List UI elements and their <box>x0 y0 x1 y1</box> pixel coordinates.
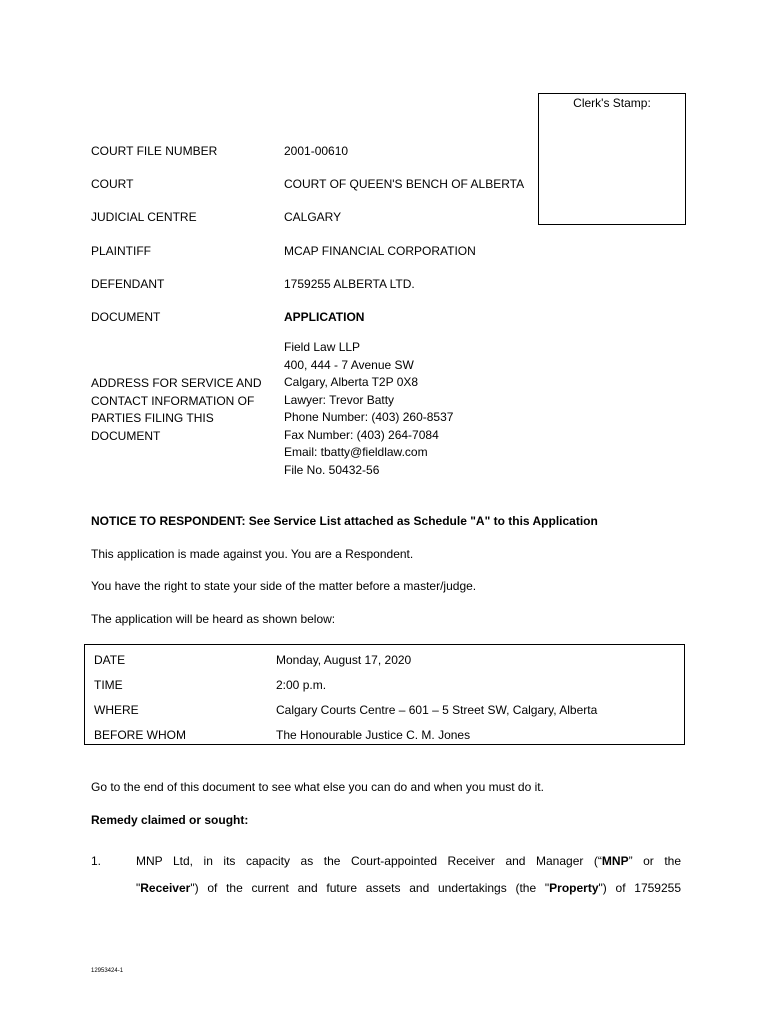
item-bold-receiver: Receiver <box>140 881 191 895</box>
item-number: 1. <box>91 854 102 868</box>
fax-number: Fax Number: (403) 264-7084 <box>284 427 439 442</box>
item-bold-property: Property <box>549 881 599 895</box>
street-address: 400, 444 - 7 Avenue SW <box>284 357 414 372</box>
notice-line-3: The application will be heard as shown below: <box>91 612 336 626</box>
address-for-service-value <box>284 339 453 479</box>
address-label-line: PARTIES FILING THIS <box>91 411 214 425</box>
plaintiff-value: MCAP FINANCIAL CORPORATION <box>284 244 476 258</box>
notice-line-2: You have the right to state your side of the matter before a master/judge. <box>91 579 477 593</box>
plaintiff-label: PLAINTIFF <box>91 244 152 258</box>
remedy-heading: Remedy claimed or sought: <box>91 813 249 827</box>
item-text: ” or the <box>628 854 682 868</box>
item-bold-mnp: MNP <box>601 854 629 868</box>
item-1-line-1 <box>136 848 681 875</box>
phone-number: Phone Number: (403) 260-8537 <box>284 410 454 424</box>
hearing-value: The Honourable Justice C. M. Jones <box>276 728 471 742</box>
hearing-value: 2:00 p.m. <box>276 678 327 692</box>
footer-document-code: 12953424-1 <box>91 968 124 974</box>
court-label: COURT <box>91 177 134 191</box>
address-label-line: ADDRESS FOR SERVICE AND <box>91 376 262 390</box>
hearing-key: DATE <box>94 653 126 667</box>
defendant-value: 1759255 ALBERTA LTD. <box>284 277 415 291</box>
clerks-stamp-box <box>538 93 686 225</box>
hearing-value: Calgary Courts Centre – 601 – 5 Street SW, Calgary, Alberta <box>276 703 598 717</box>
court-file-number-label: COURT FILE NUMBER <box>91 144 218 158</box>
lawyer-name: Lawyer: Trevor Batty <box>284 392 395 407</box>
court-value: COURT OF QUEEN'S BENCH OF ALBERTA <box>284 177 525 191</box>
go-to-end-instruction: Go to the end of this document to see what else you can do and when you must do it. <box>91 780 544 794</box>
email-address: Email: tbatty@fieldlaw.com <box>284 445 428 459</box>
firm-name: Field Law LLP <box>284 340 361 354</box>
document-label: DOCUMENT <box>91 310 161 324</box>
item-1-line-2 <box>136 875 681 902</box>
hearing-row-where <box>85 695 684 720</box>
hearing-details-table <box>84 644 685 745</box>
hearing-key: WHERE <box>94 703 139 717</box>
hearing-row-before-whom <box>85 720 684 745</box>
notice-heading: NOTICE TO RESPONDENT: See Service List attached as Schedule "A" to this Application <box>91 514 598 528</box>
item-text: ") of 1759255 <box>598 881 681 895</box>
hearing-row-date <box>85 645 684 670</box>
city-postal: Calgary, Alberta T2P 0X8 <box>284 375 419 389</box>
hearing-key: TIME <box>94 678 123 692</box>
court-file-number-value: 2001-00610 <box>284 144 349 158</box>
item-text: " <box>136 881 141 895</box>
judicial-centre-value: CALGARY <box>284 210 342 224</box>
judicial-centre-label: JUDICIAL CENTRE <box>91 210 197 224</box>
item-text: MNP Ltd, in its capacity as the Court-appointed Receiver and Manager (“ <box>136 854 602 868</box>
address-for-service-label <box>91 375 261 445</box>
notice-line-1: This application is made against you. You are a Respondent. <box>91 547 414 561</box>
defendant-label: DEFENDANT <box>91 277 165 291</box>
address-label-line: CONTACT INFORMATION OF <box>91 393 255 408</box>
item-text: ") of the current and future assets and undertakings (the " <box>190 881 550 895</box>
hearing-value: Monday, August 17, 2020 <box>276 653 412 667</box>
file-number: File No. 50432-56 <box>284 462 380 477</box>
hearing-key: BEFORE WHOM <box>94 728 186 742</box>
clerks-stamp-label: Clerk's Stamp: <box>573 96 651 110</box>
document-type-value: APPLICATION <box>284 310 365 324</box>
address-label-line: DOCUMENT <box>91 428 161 443</box>
hearing-row-time <box>85 670 684 695</box>
